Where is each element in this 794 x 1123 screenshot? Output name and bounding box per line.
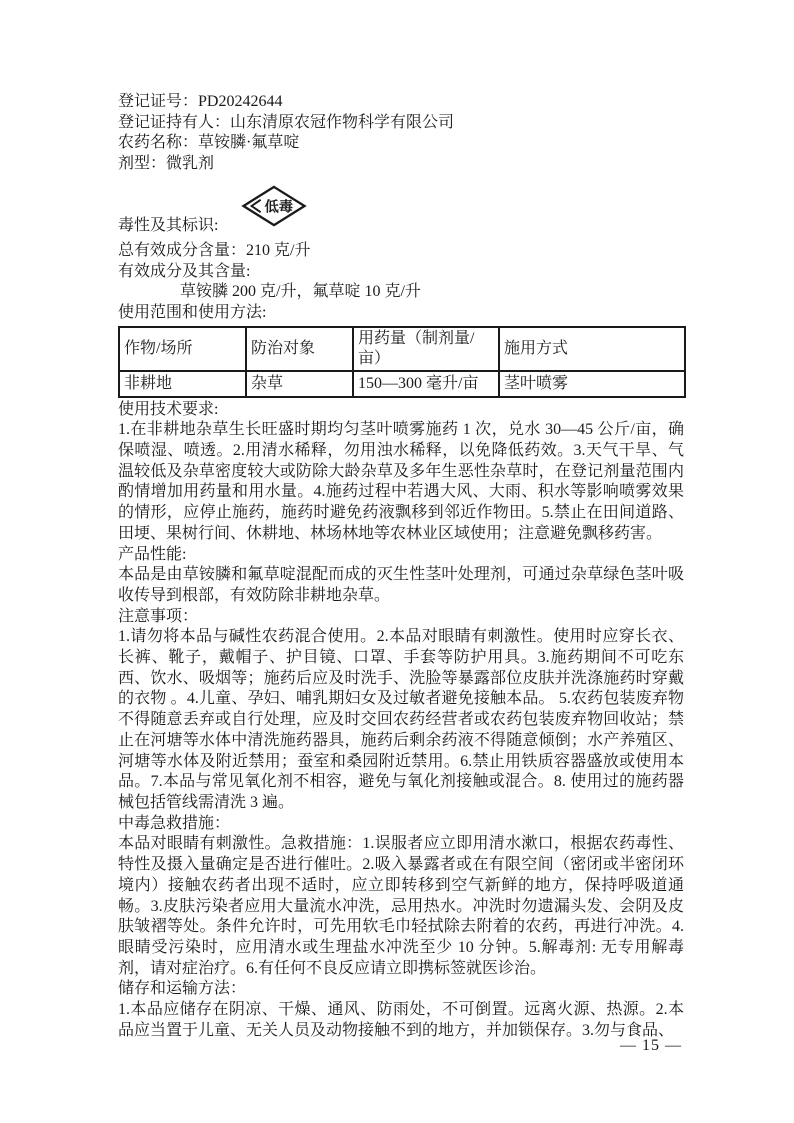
toxicity-section [118, 175, 684, 237]
section-title: 储存和运输方法： [118, 980, 247, 998]
toxicity-badge-text: 低毒 [264, 199, 294, 216]
section-body: 本品是由草铵膦和氟草啶混配而成的灭生性茎叶处理剂，可通过杂草绿色茎叶吸收传导到根部，有效防除非耕地杂草。 [118, 566, 684, 604]
ingredients-label-line: 有效成分及其含量: [118, 262, 251, 280]
section-title: 中毒急救措施： [118, 814, 231, 832]
header-control-target: 防治对象 [246, 327, 353, 371]
usage-scope-title: 使用范围和使用方法: [118, 303, 267, 321]
total-active-content-line: 总有效成分含量：210 克/升 [118, 241, 311, 259]
usage-table-header-row [119, 327, 685, 371]
cell-crop-site: 非耕地 [119, 371, 246, 397]
low-toxicity-diamond-icon [240, 185, 308, 227]
pesticide-name-line: 农药名称：草铵膦·氟草啶 [118, 134, 300, 152]
header-dosage: 用药量（制剂量/亩） [353, 327, 499, 371]
header-crop-site: 作物/场所 [119, 327, 246, 371]
section-technical-requirements [118, 400, 684, 545]
diamond-left-chevron [252, 200, 261, 212]
registration-number-line: 登记证号：PD20242644 [118, 93, 283, 110]
formulation-type-line: 剂型：微乳剂 [118, 155, 215, 173]
header-application-method: 施用方式 [499, 327, 685, 371]
section-first-aid [118, 814, 684, 980]
cell-application-method: 茎叶喷雾 [499, 371, 685, 397]
usage-table-row [119, 371, 685, 397]
section-title: 产品性能: [118, 545, 187, 563]
section-title: 注意事项： [118, 607, 199, 625]
section-precautions [118, 607, 684, 814]
section-body: 1.本品应储存在阴凉、干燥、通风、防雨处，不可倒置。远离火源、热源。2.本品应当置于儿童、无关人员及动物接触不到的地方，并加锁保存。3.勿与食品、 [118, 1001, 684, 1039]
cell-dosage: 150—300 毫升/亩 [353, 371, 499, 397]
section-body: 本品对眼睛有刺激性。急救措施：1.误服者应立即用清水漱口，根据农药毒性、特性及摄入量确定是否进行催吐。2.吸入暴露者或在有限空间（密闭或半密闭环境内）接触农药者出现不适时，应立即转移到空气新鲜的地方，保持呼吸道通畅。3.皮肤污染者应用大量流水冲洗，忌用热水。冲洗时勿遗漏头发、会阴及皮肤皱褶等处。条件允许时，可先用软毛巾轻拭除去附着的农药，再进行冲洗。4.眼睛受污染时，应用清水或生理盐水冲洗至少 10 分钟。5.解毒剂: 无专用解毒剂，请对症治疗。6.有任何不良反应请立即携标签就医诊治。 [118, 835, 684, 977]
section-storage-transport [118, 979, 684, 1041]
cell-control-target: 杂草 [246, 371, 353, 397]
section-product-performance [118, 545, 684, 607]
usage-table [118, 326, 686, 398]
ingredients-detail-line: 草铵膦 200 克/升，氟草啶 10 克/升 [180, 283, 421, 301]
section-body: 1.在非耕地杂草生长旺盛时期均匀茎叶喷雾施药 1 次，兑水 30—45 公斤/亩，确保喷湿、喷透。2.用清水稀释，勿用浊水稀释，以免降低药效。3.天气干旱、气温较低及杂草密度较大或防除大龄杂草及多年生恶性杂草时，在登记剂量范围内酌情增加用药量和用水量。4.施药过程中若遇大风、大雨、积水等影响喷雾效果的情形，应停止施药，施药时避免药液飘移到邻近作物田。5.禁止在田间道路、田埂、果树行间、休耕地、林场林地等农林业区域使用；注意避免飘移药害。 [118, 421, 684, 542]
page-number: — 15 — [620, 1037, 682, 1054]
section-body: 1.请勿将本品与碱性农药混合使用。2.本品对眼睛有刺激性。使用时应穿长衣、长裤、靴子，戴帽子、护目镜、口罩、手套等防护用具。3.施药期间不可吃东西、饮水、吸烟等；施药后应及时洗手、洗脸等暴露部位皮肤并洗涤施药时穿戴的衣物 。4.儿童、孕妇、哺乳期妇女及过敏者避免接触本品。 5.农药包装废弃物不得随意丢弃或自行处理，应及时交回农药经营者或农药包装废弃物回收站；禁止在河塘等水体中清洗施药器具，施药后剩余药液不得随意倾倒；水产养殖区、河塘等水体及附近禁用；蚕室和桑园附近禁用。6.禁止用铁质容器盛放或使用本品。7.本品与常见氧化剂不相容，避免与氧化剂接触或混合。8. 使用过的施药器械包括管线需清洗 3 遍。 [118, 628, 684, 811]
registration-holder-line: 登记证持有人：山东清原农冠作物科学有限公司 [118, 113, 455, 131]
label-content [118, 92, 684, 1041]
toxicity-label: 毒性及其标识: [118, 217, 219, 235]
section-title: 使用技术要求: [118, 400, 219, 418]
